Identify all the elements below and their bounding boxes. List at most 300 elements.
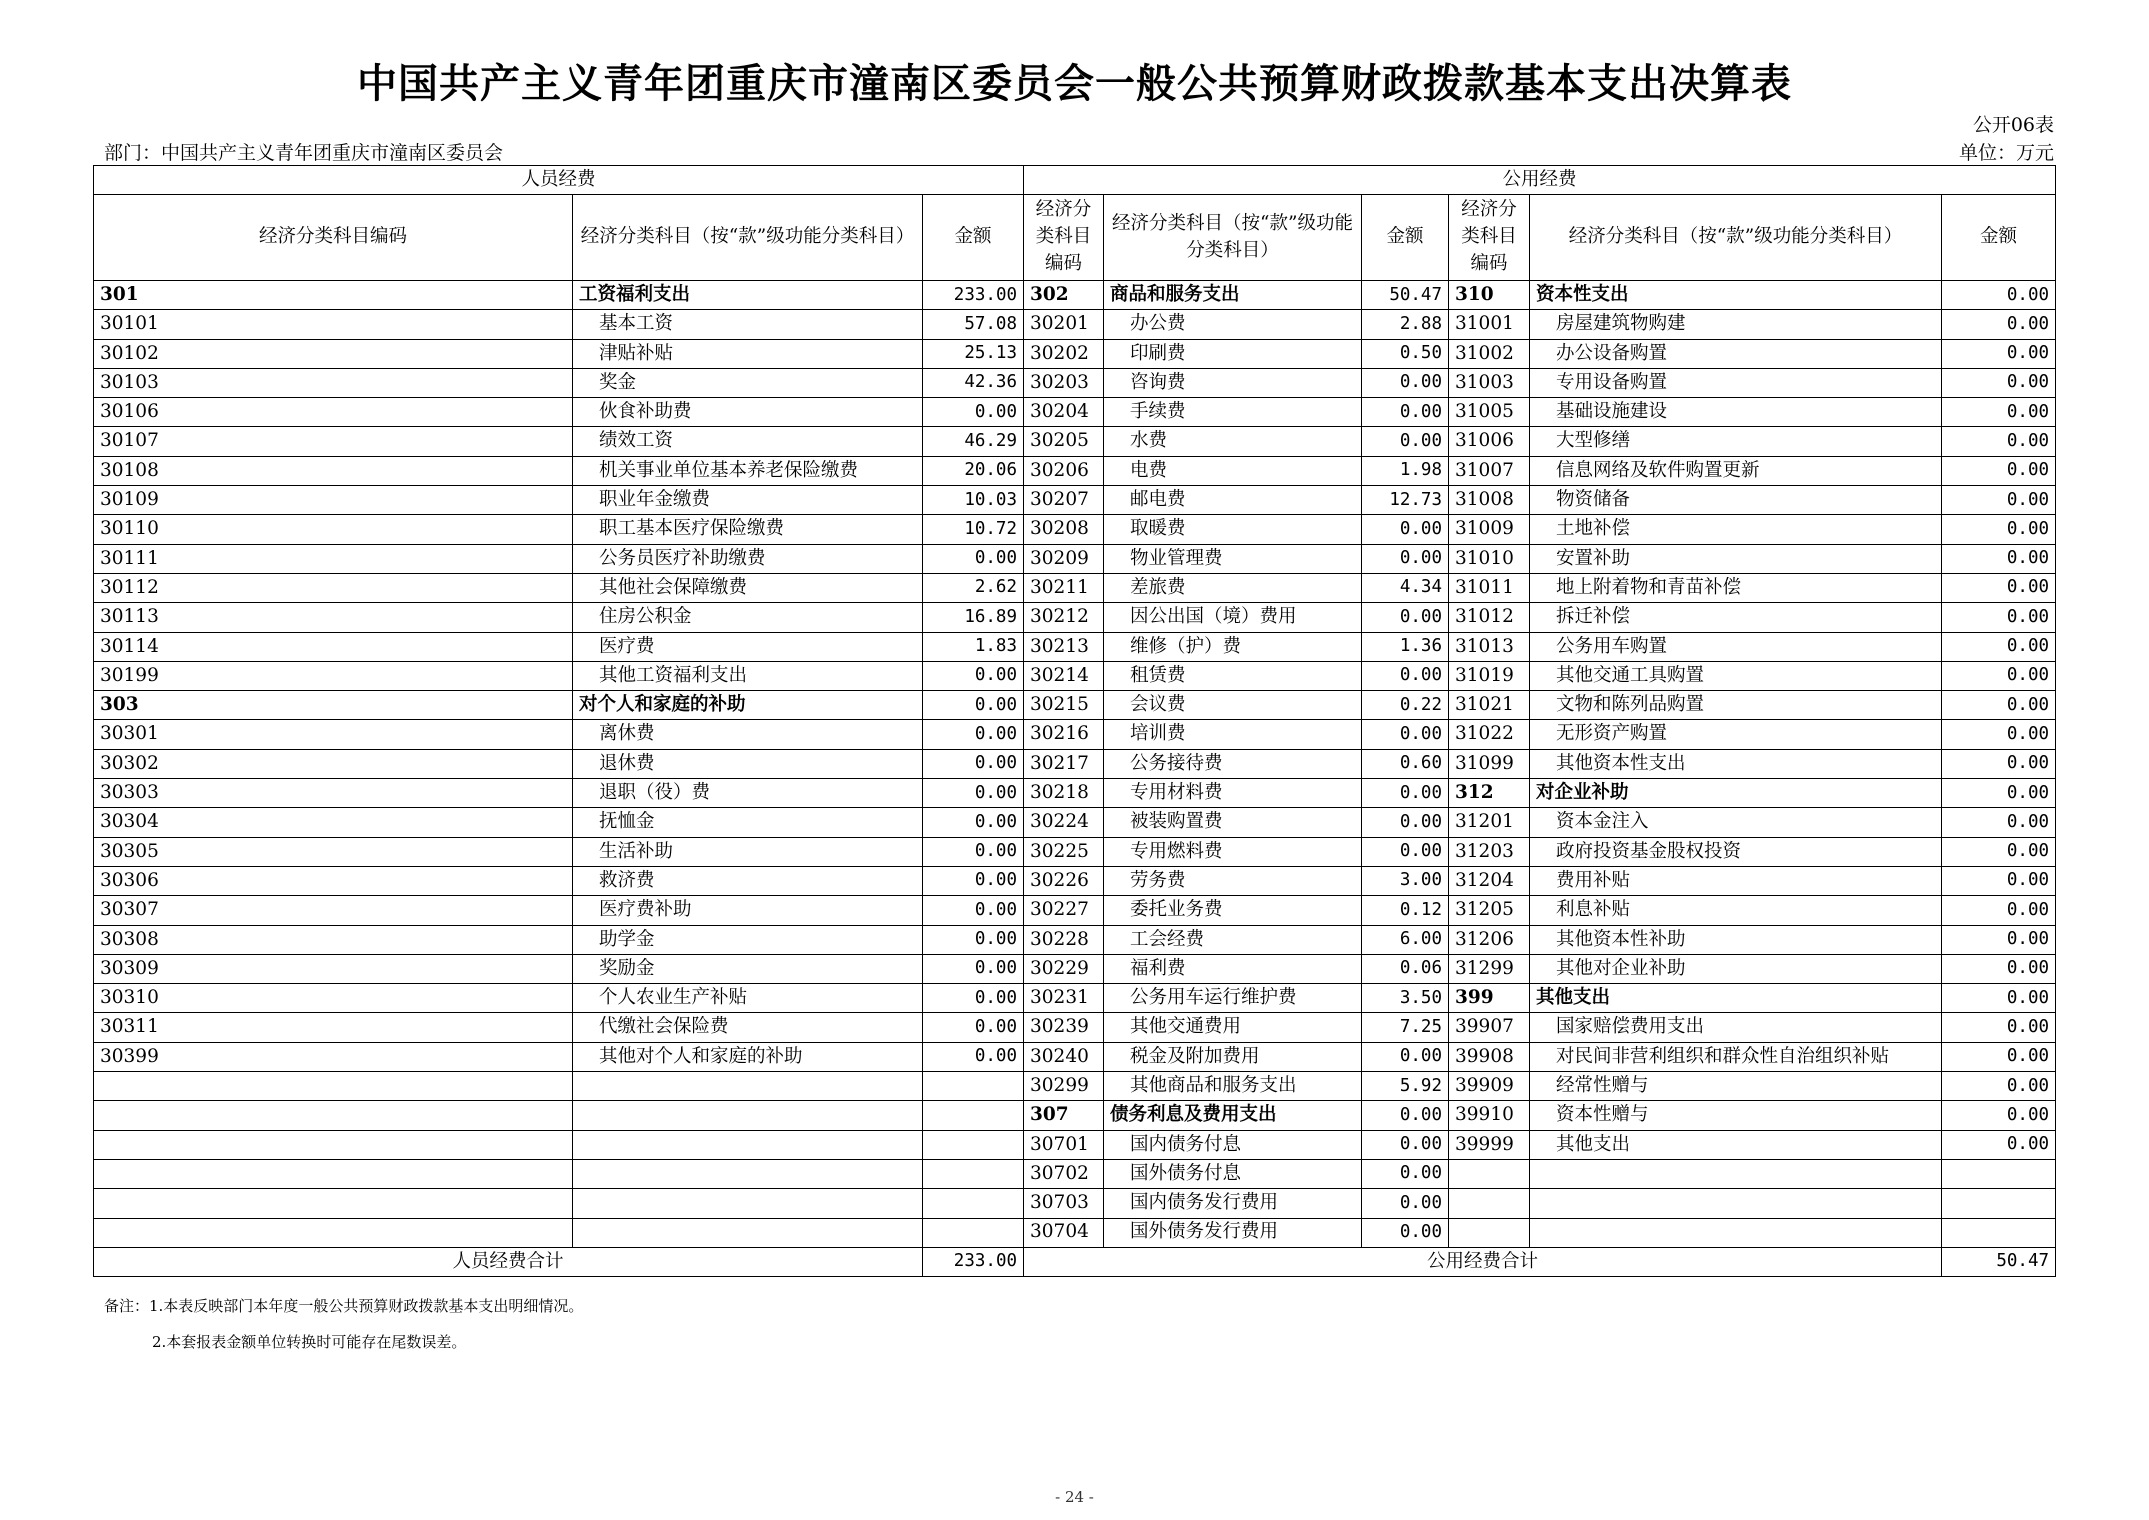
code-cell: 30240 (1024, 1042, 1104, 1071)
name-cell (573, 1189, 923, 1218)
amount-cell: 12.73 (1362, 486, 1449, 515)
code-cell (1449, 1159, 1530, 1188)
code-cell: 30101 (94, 310, 573, 339)
amount-cell: 0.12 (1362, 896, 1449, 925)
amount-cell: 0.00 (1362, 544, 1449, 573)
code-cell: 30107 (94, 427, 573, 456)
amount-cell: 7.25 (1362, 1013, 1449, 1042)
header-code-3: 经济分类科目编码 (1449, 195, 1530, 281)
name-cell: 土地补偿 (1530, 515, 1942, 544)
code-cell: 310 (1449, 281, 1530, 310)
amount-cell: 0.00 (923, 866, 1024, 895)
amount-cell: 0.00 (1942, 339, 2056, 368)
amount-cell: 0.00 (923, 1042, 1024, 1071)
amount-cell: 1.36 (1362, 632, 1449, 661)
amount-cell: 0.00 (923, 837, 1024, 866)
amount-cell: 0.00 (923, 896, 1024, 925)
amount-cell: 0.00 (1942, 573, 2056, 602)
amount-cell: 0.00 (1942, 310, 2056, 339)
amount-cell: 0.00 (1942, 486, 2056, 515)
amount-cell: 0.00 (1362, 603, 1449, 632)
amount-cell: 5.92 (1362, 1072, 1449, 1101)
name-cell: 维修（护）费 (1104, 632, 1362, 661)
amount-cell: 57.08 (923, 310, 1024, 339)
name-cell: 税金及附加费用 (1104, 1042, 1362, 1071)
name-cell: 国外债务发行费用 (1104, 1218, 1362, 1247)
code-cell: 30114 (94, 632, 573, 661)
code-cell: 30303 (94, 779, 573, 808)
name-cell: 利息补贴 (1530, 896, 1942, 925)
code-cell: 303 (94, 691, 573, 720)
amount-cell: 0.00 (1942, 368, 2056, 397)
name-cell: 拆迁补偿 (1530, 603, 1942, 632)
name-cell: 办公费 (1104, 310, 1362, 339)
code-cell: 30224 (1024, 808, 1104, 837)
code-cell: 30308 (94, 925, 573, 954)
code-cell: 30299 (1024, 1072, 1104, 1101)
amount-cell: 0.00 (1362, 1189, 1449, 1218)
code-cell: 31003 (1449, 368, 1530, 397)
amount-cell: 2.88 (1362, 310, 1449, 339)
name-cell: 资本性赠与 (1530, 1101, 1942, 1130)
name-cell: 邮电费 (1104, 486, 1362, 515)
name-cell: 机关事业单位基本养老保险缴费 (573, 456, 923, 485)
table-row (94, 837, 2056, 866)
note-1: 备注：1.本表反映部门本年度一般公共预算财政拨款基本支出明细情况。 (104, 1297, 584, 1315)
table-row (94, 1101, 2056, 1130)
code-cell: 30203 (1024, 368, 1104, 397)
name-cell: 基础设施建设 (1530, 398, 1942, 427)
amount-cell: 0.00 (1362, 368, 1449, 397)
name-cell: 奖励金 (573, 954, 923, 983)
name-cell: 被装购置费 (1104, 808, 1362, 837)
amount-cell: 4.34 (1362, 573, 1449, 602)
name-cell: 取暖费 (1104, 515, 1362, 544)
amount-cell: 0.22 (1362, 691, 1449, 720)
table-row (94, 456, 2056, 485)
amount-cell: 0.00 (1942, 1072, 2056, 1101)
name-cell: 基本工资 (573, 310, 923, 339)
name-cell: 离休费 (573, 720, 923, 749)
name-cell: 物资储备 (1530, 486, 1942, 515)
code-cell: 30704 (1024, 1218, 1104, 1247)
table-row (94, 661, 2056, 690)
code-cell: 30206 (1024, 456, 1104, 485)
amount-cell: 0.00 (1942, 427, 2056, 456)
amount-cell: 0.00 (1942, 1042, 2056, 1071)
code-cell: 31007 (1449, 456, 1530, 485)
code-cell: 30225 (1024, 837, 1104, 866)
code-cell: 31299 (1449, 954, 1530, 983)
code-cell: 30112 (94, 573, 573, 602)
header-code-2: 经济分类科目编码 (1024, 195, 1104, 281)
amount-cell (1942, 1159, 2056, 1188)
amount-cell: 0.00 (923, 720, 1024, 749)
name-cell: 费用补贴 (1530, 866, 1942, 895)
table-row (94, 398, 2056, 427)
amount-cell: 0.60 (1362, 749, 1449, 778)
name-cell: 福利费 (1104, 954, 1362, 983)
header-name-3: 经济分类科目（按“款”级功能分类科目） (1530, 195, 1942, 281)
amount-cell: 3.50 (1362, 984, 1449, 1013)
name-cell: 抚恤金 (573, 808, 923, 837)
table-row (94, 1159, 2056, 1188)
name-cell (1530, 1189, 1942, 1218)
code-cell: 30201 (1024, 310, 1104, 339)
amount-cell: 0.00 (1942, 1130, 2056, 1159)
code-cell: 30202 (1024, 339, 1104, 368)
code-cell (94, 1159, 573, 1188)
amount-cell: 0.00 (1942, 1013, 2056, 1042)
code-cell: 30310 (94, 984, 573, 1013)
name-cell: 其他商品和服务支出 (1104, 1072, 1362, 1101)
name-cell: 绩效工资 (573, 427, 923, 456)
code-cell: 30209 (1024, 544, 1104, 573)
amount-cell: 0.00 (1942, 661, 2056, 690)
name-cell: 国内债务发行费用 (1104, 1189, 1362, 1218)
table-row (94, 925, 2056, 954)
name-cell: 印刷费 (1104, 339, 1362, 368)
amount-cell: 0.00 (1942, 281, 2056, 310)
name-cell: 国内债务付息 (1104, 1130, 1362, 1159)
code-cell: 39909 (1449, 1072, 1530, 1101)
code-cell: 39907 (1449, 1013, 1530, 1042)
name-cell: 医疗费 (573, 632, 923, 661)
table-row (94, 866, 2056, 895)
code-cell (94, 1130, 573, 1159)
code-cell: 30213 (1024, 632, 1104, 661)
amount-cell: 0.00 (1942, 866, 2056, 895)
amount-cell: 0.00 (1942, 808, 2056, 837)
table-row (94, 544, 2056, 573)
name-cell: 培训费 (1104, 720, 1362, 749)
amount-cell: 0.00 (1942, 720, 2056, 749)
code-cell: 31002 (1449, 339, 1530, 368)
amount-cell: 0.00 (1362, 1130, 1449, 1159)
name-cell: 国外债务付息 (1104, 1159, 1362, 1188)
amount-cell: 46.29 (923, 427, 1024, 456)
name-cell: 安置补助 (1530, 544, 1942, 573)
code-cell: 30215 (1024, 691, 1104, 720)
name-cell: 公务用车运行维护费 (1104, 984, 1362, 1013)
name-cell: 文物和陈列品购置 (1530, 691, 1942, 720)
amount-cell: 0.00 (923, 749, 1024, 778)
table-row (94, 749, 2056, 778)
name-cell: 手续费 (1104, 398, 1362, 427)
code-cell (94, 1072, 573, 1101)
amount-cell: 0.00 (1942, 398, 2056, 427)
form-number: 公开06表 (1972, 114, 2054, 136)
amount-cell: 0.00 (1942, 837, 2056, 866)
amount-cell: 0.00 (1362, 398, 1449, 427)
table-row (94, 896, 2056, 925)
table-row (94, 779, 2056, 808)
amount-cell: 0.00 (1942, 515, 2056, 544)
code-cell: 30305 (94, 837, 573, 866)
table-row (94, 486, 2056, 515)
code-cell: 30306 (94, 866, 573, 895)
amount-cell: 0.00 (1942, 896, 2056, 925)
table-body (94, 281, 2056, 1248)
code-cell (1449, 1189, 1530, 1218)
code-cell: 31204 (1449, 866, 1530, 895)
amount-cell: 20.06 (923, 456, 1024, 485)
code-cell: 30702 (1024, 1159, 1104, 1188)
name-cell (1530, 1218, 1942, 1247)
code-cell: 30205 (1024, 427, 1104, 456)
code-cell: 30102 (94, 339, 573, 368)
amount-cell: 0.00 (1362, 837, 1449, 866)
amount-cell: 0.00 (1942, 691, 2056, 720)
amount-cell: 0.00 (923, 544, 1024, 573)
name-cell: 对民间非营利组织和群众性自治组织补贴 (1530, 1042, 1942, 1071)
code-cell: 31006 (1449, 427, 1530, 456)
header-amount-3: 金额 (1942, 195, 2056, 281)
code-cell (94, 1101, 573, 1130)
name-cell: 其他交通工具购置 (1530, 661, 1942, 690)
code-cell: 30212 (1024, 603, 1104, 632)
name-cell: 租赁费 (1104, 661, 1362, 690)
name-cell: 其他交通费用 (1104, 1013, 1362, 1042)
amount-cell: 25.13 (923, 339, 1024, 368)
code-cell: 31001 (1449, 310, 1530, 339)
name-cell: 因公出国（境）费用 (1104, 603, 1362, 632)
amount-cell: 0.00 (923, 984, 1024, 1013)
name-cell: 政府投资基金股权投资 (1530, 837, 1942, 866)
code-cell: 31013 (1449, 632, 1530, 661)
name-cell: 会议费 (1104, 691, 1362, 720)
code-cell: 31005 (1449, 398, 1530, 427)
code-cell: 31022 (1449, 720, 1530, 749)
name-cell: 差旅费 (1104, 573, 1362, 602)
name-cell: 其他对个人和家庭的补助 (573, 1042, 923, 1071)
name-cell: 救济费 (573, 866, 923, 895)
name-cell: 生活补助 (573, 837, 923, 866)
amount-cell (923, 1218, 1024, 1247)
table-row (94, 515, 2056, 544)
code-cell: 30311 (94, 1013, 573, 1042)
name-cell: 奖金 (573, 368, 923, 397)
code-cell: 30231 (1024, 984, 1104, 1013)
code-cell: 30229 (1024, 954, 1104, 983)
page-title: 中国共产主义青年团重庆市潼南区委员会一般公共预算财政拨款基本支出决算表 (357, 61, 1792, 107)
name-cell: 债务利息及费用支出 (1104, 1101, 1362, 1130)
page-number: - 24 - (1055, 1488, 1094, 1506)
amount-cell: 0.00 (1362, 661, 1449, 690)
code-cell: 30228 (1024, 925, 1104, 954)
code-cell: 30227 (1024, 896, 1104, 925)
code-cell: 31012 (1449, 603, 1530, 632)
code-cell: 30103 (94, 368, 573, 397)
amount-cell: 0.00 (923, 691, 1024, 720)
code-cell: 30199 (94, 661, 573, 690)
amount-cell: 0.00 (1362, 808, 1449, 837)
table-row (94, 281, 2056, 310)
code-cell: 31205 (1449, 896, 1530, 925)
name-cell: 地上附着物和青苗补偿 (1530, 573, 1942, 602)
personnel-total-amount: 233.00 (923, 1247, 1024, 1276)
table-row (94, 603, 2056, 632)
code-cell: 30399 (94, 1042, 573, 1071)
code-cell: 399 (1449, 984, 1530, 1013)
code-cell: 30111 (94, 544, 573, 573)
name-cell: 其他支出 (1530, 984, 1942, 1013)
table-row (94, 310, 2056, 339)
table-row (94, 691, 2056, 720)
table-row (94, 1013, 2056, 1042)
group-header-row (94, 166, 2056, 195)
amount-cell (1942, 1218, 2056, 1247)
amount-cell: 0.00 (1362, 515, 1449, 544)
name-cell (573, 1218, 923, 1247)
name-cell: 其他工资福利支出 (573, 661, 923, 690)
amount-cell: 0.00 (1362, 779, 1449, 808)
name-cell: 其他资本性补助 (1530, 925, 1942, 954)
amount-cell: 2.62 (923, 573, 1024, 602)
name-cell: 公务用车购置 (1530, 632, 1942, 661)
code-cell: 30207 (1024, 486, 1104, 515)
name-cell: 对个人和家庭的补助 (573, 691, 923, 720)
name-cell: 其他支出 (1530, 1130, 1942, 1159)
code-cell: 31206 (1449, 925, 1530, 954)
code-cell: 302 (1024, 281, 1104, 310)
name-cell: 劳务费 (1104, 866, 1362, 895)
header-amount-1: 金额 (923, 195, 1024, 281)
amount-cell: 0.00 (1942, 456, 2056, 485)
amount-cell: 0.00 (1362, 427, 1449, 456)
amount-cell: 0.00 (923, 661, 1024, 690)
column-header-row (94, 195, 2056, 281)
name-cell: 医疗费补助 (573, 896, 923, 925)
name-cell: 助学金 (573, 925, 923, 954)
amount-cell: 1.83 (923, 632, 1024, 661)
code-cell: 30302 (94, 749, 573, 778)
amount-cell: 0.00 (923, 808, 1024, 837)
code-cell: 30239 (1024, 1013, 1104, 1042)
header-amount-2: 金额 (1362, 195, 1449, 281)
name-cell: 专用燃料费 (1104, 837, 1362, 866)
code-cell: 39999 (1449, 1130, 1530, 1159)
table-row (94, 808, 2056, 837)
name-cell: 房屋建筑物购建 (1530, 310, 1942, 339)
table-row (94, 632, 2056, 661)
header-name-2: 经济分类科目（按“款”级功能分类科目） (1104, 195, 1362, 281)
amount-cell: 0.00 (1942, 779, 2056, 808)
code-cell (94, 1218, 573, 1247)
code-cell: 39910 (1449, 1101, 1530, 1130)
code-cell: 30703 (1024, 1189, 1104, 1218)
amount-cell (923, 1159, 1024, 1188)
code-cell: 307 (1024, 1101, 1104, 1130)
code-cell: 30304 (94, 808, 573, 837)
amount-cell: 6.00 (1362, 925, 1449, 954)
name-cell: 资本金注入 (1530, 808, 1942, 837)
amount-cell: 50.47 (1362, 281, 1449, 310)
amount-cell: 42.36 (923, 368, 1024, 397)
code-cell: 30301 (94, 720, 573, 749)
name-cell (573, 1101, 923, 1130)
name-cell: 专用设备购置 (1530, 368, 1942, 397)
code-cell: 31011 (1449, 573, 1530, 602)
amount-cell: 0.00 (1362, 1101, 1449, 1130)
totals-row (94, 1247, 2056, 1276)
amount-cell: 0.00 (1362, 1218, 1449, 1247)
amount-cell: 233.00 (923, 281, 1024, 310)
name-cell: 电费 (1104, 456, 1362, 485)
table-row (94, 339, 2056, 368)
department-label: 部门：中国共产主义青年团重庆市潼南区委员会 (104, 142, 504, 164)
name-cell: 专用材料费 (1104, 779, 1362, 808)
name-cell: 大型修缮 (1530, 427, 1942, 456)
personnel-total-label: 人员经费合计 (94, 1247, 923, 1276)
amount-cell: 0.00 (1942, 544, 2056, 573)
name-cell: 职业年金缴费 (573, 486, 923, 515)
group-personnel: 人员经费 (94, 166, 1024, 195)
name-cell: 信息网络及软件购置更新 (1530, 456, 1942, 485)
amount-cell: 16.89 (923, 603, 1024, 632)
table-row (94, 1130, 2056, 1159)
code-cell: 30211 (1024, 573, 1104, 602)
group-public: 公用经费 (1024, 166, 2056, 195)
table-row (94, 427, 2056, 456)
code-cell: 30226 (1024, 866, 1104, 895)
name-cell: 公务接待费 (1104, 749, 1362, 778)
name-cell (573, 1159, 923, 1188)
name-cell: 咨询费 (1104, 368, 1362, 397)
name-cell: 办公设备购置 (1530, 339, 1942, 368)
code-cell: 31008 (1449, 486, 1530, 515)
name-cell: 津贴补贴 (573, 339, 923, 368)
code-cell (1449, 1218, 1530, 1247)
name-cell: 职工基本医疗保险缴费 (573, 515, 923, 544)
amount-cell (923, 1130, 1024, 1159)
code-cell: 30204 (1024, 398, 1104, 427)
table-row (94, 573, 2056, 602)
code-cell: 30218 (1024, 779, 1104, 808)
expenditure-table (93, 165, 2056, 1277)
code-cell: 30217 (1024, 749, 1104, 778)
unit-label: 单位：万元 (1958, 142, 2054, 164)
name-cell: 商品和服务支出 (1104, 281, 1362, 310)
name-cell: 无形资产购置 (1530, 720, 1942, 749)
code-cell: 30106 (94, 398, 573, 427)
code-cell: 30216 (1024, 720, 1104, 749)
amount-cell: 0.00 (1942, 603, 2056, 632)
amount-cell: 0.00 (1942, 1101, 2056, 1130)
code-cell: 30307 (94, 896, 573, 925)
amount-cell: 0.00 (1362, 1159, 1449, 1188)
code-cell: 31099 (1449, 749, 1530, 778)
name-cell: 国家赔偿费用支出 (1530, 1013, 1942, 1042)
name-cell (1530, 1159, 1942, 1188)
name-cell (573, 1130, 923, 1159)
code-cell: 30309 (94, 954, 573, 983)
name-cell: 伙食补助费 (573, 398, 923, 427)
amount-cell: 0.00 (1942, 984, 2056, 1013)
name-cell: 对企业补助 (1530, 779, 1942, 808)
name-cell: 其他资本性支出 (1530, 749, 1942, 778)
table-row (94, 1218, 2056, 1247)
table-row (94, 954, 2056, 983)
name-cell: 公务员医疗补助缴费 (573, 544, 923, 573)
name-cell: 工资福利支出 (573, 281, 923, 310)
table-row (94, 1072, 2056, 1101)
header-code-1: 经济分类科目编码 (94, 195, 573, 281)
code-cell: 31203 (1449, 837, 1530, 866)
amount-cell (923, 1072, 1024, 1101)
code-cell: 30701 (1024, 1130, 1104, 1159)
amount-cell: 0.00 (1362, 1042, 1449, 1071)
